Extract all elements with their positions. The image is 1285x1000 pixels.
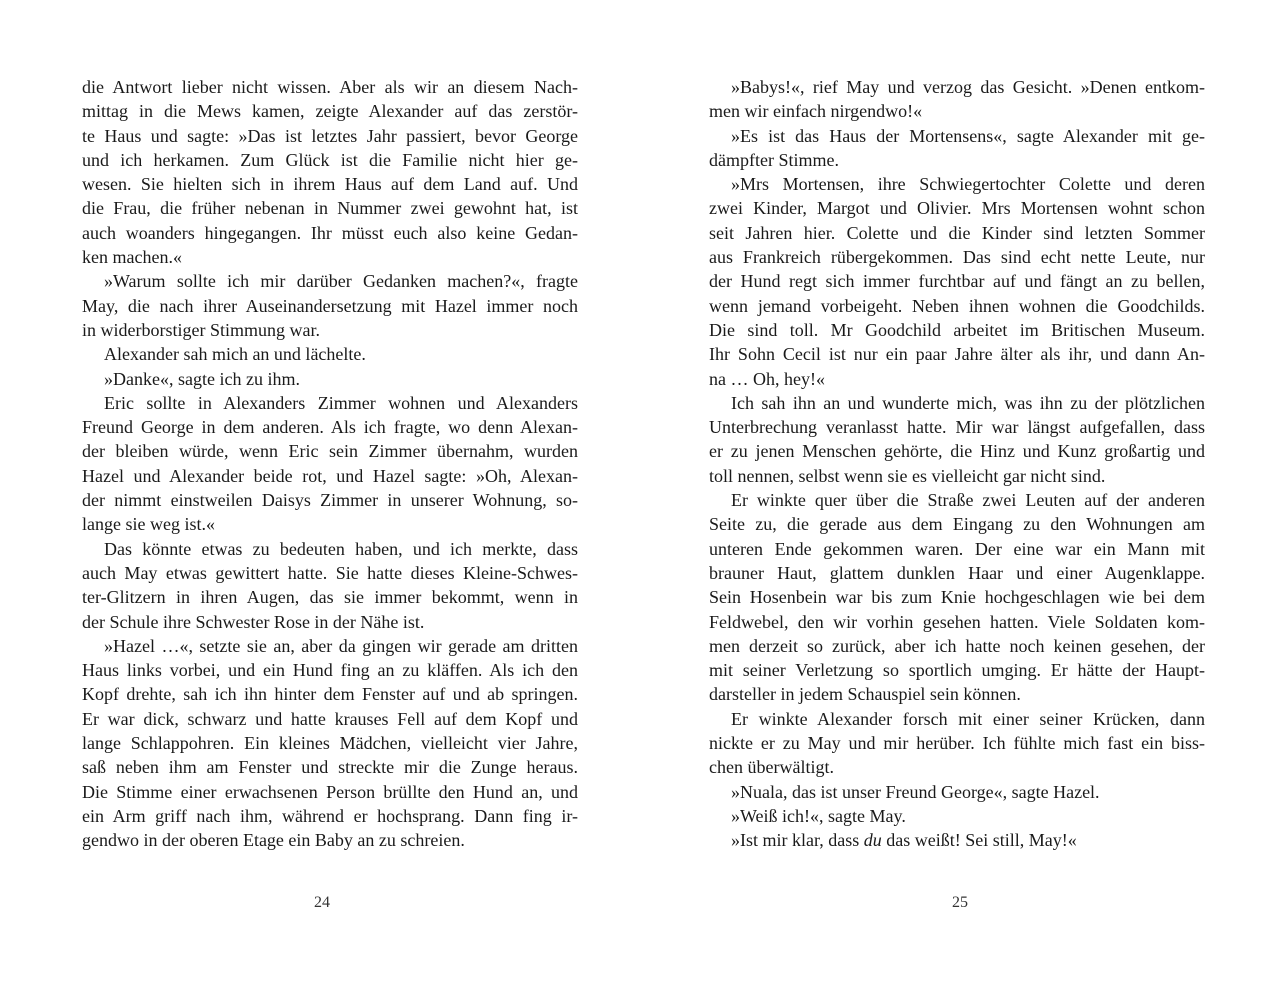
text-line: Haus links vorbei, und ein Hund fing an zu kläffen. Als ich den — [82, 660, 578, 681]
text-line: »Warum sollte ich mir darüber Gedanken machen?«, fragte — [104, 271, 578, 292]
text-line: Ihr Sohn Cecil ist nur ein paar Jahre älter als ihr, und dann An- — [709, 344, 1205, 365]
text-line: mittag in die Mews kamen, zeigte Alexander auf das zerstör- — [82, 101, 578, 122]
text-line: er zu jenen Menschen gehörte, die Hinz und Kunz großartig und — [709, 441, 1205, 462]
text-line: unteren Ende gekommen waren. Der eine war ein Mann mit — [709, 538, 1205, 559]
text-line: wenn jemand vorbeigeht. Neben ihnen wohnen die Goodchilds. — [709, 295, 1205, 316]
text-line: auch May etwas gewittert hatte. Sie hatte dieses Kleine-Schwes- — [82, 562, 578, 583]
text-line: ein Arm griff nach ihm, während er hochsprang. Dann fing ir- — [82, 805, 578, 826]
text-line: Er winkte Alexander forsch mit einer seiner Krücken, dann — [731, 708, 1205, 729]
text-line: »Danke«, sagte ich zu ihm. — [104, 368, 300, 389]
text-line: te Haus und sagte: »Das ist letztes Jahr passiert, bevor George — [82, 125, 578, 146]
text-line: die Frau, die früher nebenan in Nummer zwei gewohnt hat, ist — [82, 198, 578, 219]
text-line: der bleiben würde, wenn Eric sein Zimmer übernahm, wurden — [82, 441, 578, 462]
text-line: »Mrs Mortensen, ihre Schwiegertochter Colette und deren — [731, 174, 1205, 195]
text-line: und ich herkamen. Zum Glück ist die Familie nicht hier ge- — [82, 149, 578, 170]
text-line: der Hund regt sich immer furchtbar auf und fängt an zu bellen, — [709, 271, 1205, 292]
text-line: Die Stimme einer erwachsenen Person brüllte den Hund an, und — [82, 781, 578, 802]
text-line: »Es ist das Haus der Mortensens«, sagte Alexander mit ge- — [731, 125, 1205, 146]
text-line: Kopf drehte, sah ich ihn hinter dem Fenster auf und ab springen. — [82, 684, 578, 705]
text-line: Das könnte etwas zu bedeuten haben, und ich merkte, dass — [104, 538, 578, 559]
text-line: in widerborstiger Stimmung war. — [82, 319, 320, 340]
text-line: »Babys!«, rief May und verzog das Gesicht. »Denen entkom- — [731, 77, 1205, 97]
text-line: Die sind toll. Mr Goodchild arbeitet im Britischen Museum. — [709, 319, 1205, 340]
text-line: der Schule ihre Schwester Rose in der Nähe ist. — [82, 611, 425, 632]
text-line: wesen. Sie hielten sich in ihrem Haus auf dem Land auf. Und — [82, 174, 578, 195]
text-line: men derzeit so zurück, aber ich hatte noch keinen gesehen, der — [709, 635, 1205, 656]
text-line: Feldwebel, den wir vorhin gesehen hatten. Viele Soldaten kom- — [709, 611, 1205, 632]
text-line: Eric sollte in Alexanders Zimmer wohnen und Alexanders — [104, 392, 578, 413]
text-line: ter-Glitzern in ihren Augen, das sie immer bekommt, wenn in — [82, 587, 578, 608]
text-line: dämpfter Stimme. — [709, 149, 839, 170]
text-line: mit seiner Verletzung so sportlich umging. Er hätte der Haupt- — [709, 660, 1205, 681]
text-line: chen überwältigt. — [709, 757, 834, 778]
emphasis: du — [863, 830, 882, 851]
text-line: »Nuala, das ist unser Freund George«, sagte Hazel. — [731, 781, 1100, 802]
text-line: Sein Hosenbein war bis zum Knie hochgeschlagen wie bei dem — [709, 587, 1205, 608]
left-page — [82, 75, 578, 875]
text-line: der nimmt einstweilen Daisys Zimmer in unserer Wohnung, so- — [82, 490, 578, 511]
text-line: Seite zu, die gerade aus dem Eingang zu den Wohnungen am — [709, 514, 1205, 535]
text-line: Ich sah ihn an und wunderte mich, was ihn zu der plötzlichen — [731, 392, 1205, 413]
text-line: aus Frankreich rübergekommen. Das sind echt nette Leute, nur — [709, 247, 1205, 268]
text-line: gendwo in der oberen Etage ein Baby an zu schreien. — [82, 830, 465, 851]
text-line: seit Jahren hier. Colette und die Kinder sind letzten Sommer — [709, 222, 1205, 243]
text-line: zwei Kinder, Margot und Olivier. Mrs Mortensen wohnt schon — [709, 198, 1205, 219]
text-line: May, die nach ihrer Auseinandersetzung mit Hazel immer noch — [82, 295, 578, 316]
text-line: »Ist mir klar, dass du das weißt! Sei still, May!« — [731, 830, 1077, 851]
text-line: Hazel und Alexander beide rot, und Hazel sagte: »Oh, Alexan- — [82, 465, 578, 486]
text-line: Er war dick, schwarz und hatte krauses Fell auf dem Kopf und — [82, 708, 578, 729]
text-line: Er winkte quer über die Straße zwei Leuten auf der anderen — [731, 490, 1205, 511]
text-line: brauner Haut, glattem dunklen Haar und einer Augenklappe. — [709, 562, 1205, 583]
text-line: lange sie weg ist.« — [82, 514, 215, 535]
page-number-right: 25 — [952, 894, 968, 911]
text-line: Unterbrechung veranlasst hatte. Mir war längst aufgefallen, dass — [709, 417, 1205, 438]
text-line: die Antwort lieber nicht wissen. Aber als wir an diesem Nach- — [82, 77, 578, 97]
text-line: darsteller in jedem Schauspiel sein können. — [709, 684, 1021, 705]
text-line: saß neben ihm am Fenster und streckte mir die Zunge heraus. — [82, 757, 578, 778]
text-line: nickte er zu May und mir herüber. Ich fühlte mich fast ein biss- — [709, 733, 1205, 754]
text-line: ken machen.« — [82, 247, 182, 268]
text-line: »Weiß ich!«, sagte May. — [731, 805, 906, 826]
text-line: toll nennen, selbst wenn sie es vielleicht gar nicht sind. — [709, 465, 1106, 486]
page-number-left: 24 — [314, 894, 330, 911]
text-line: Alexander sah mich an und lächelte. — [104, 344, 366, 365]
text-line: Freund George in dem anderen. Als ich fragte, wo denn Alexan- — [82, 417, 578, 438]
text-line: na … Oh, hey!« — [709, 368, 825, 389]
text-line: men wir einfach nirgendwo!« — [709, 101, 923, 122]
text-line: »Hazel …«, setzte sie an, aber da gingen wir gerade am dritten — [104, 635, 578, 656]
right-page — [709, 75, 1205, 875]
text-line: auch woanders hingegangen. Ihr müsst euch also keine Gedan- — [82, 222, 578, 243]
text-line: lange Schlappohren. Ein kleines Mädchen, vielleicht vier Jahre, — [82, 733, 578, 754]
